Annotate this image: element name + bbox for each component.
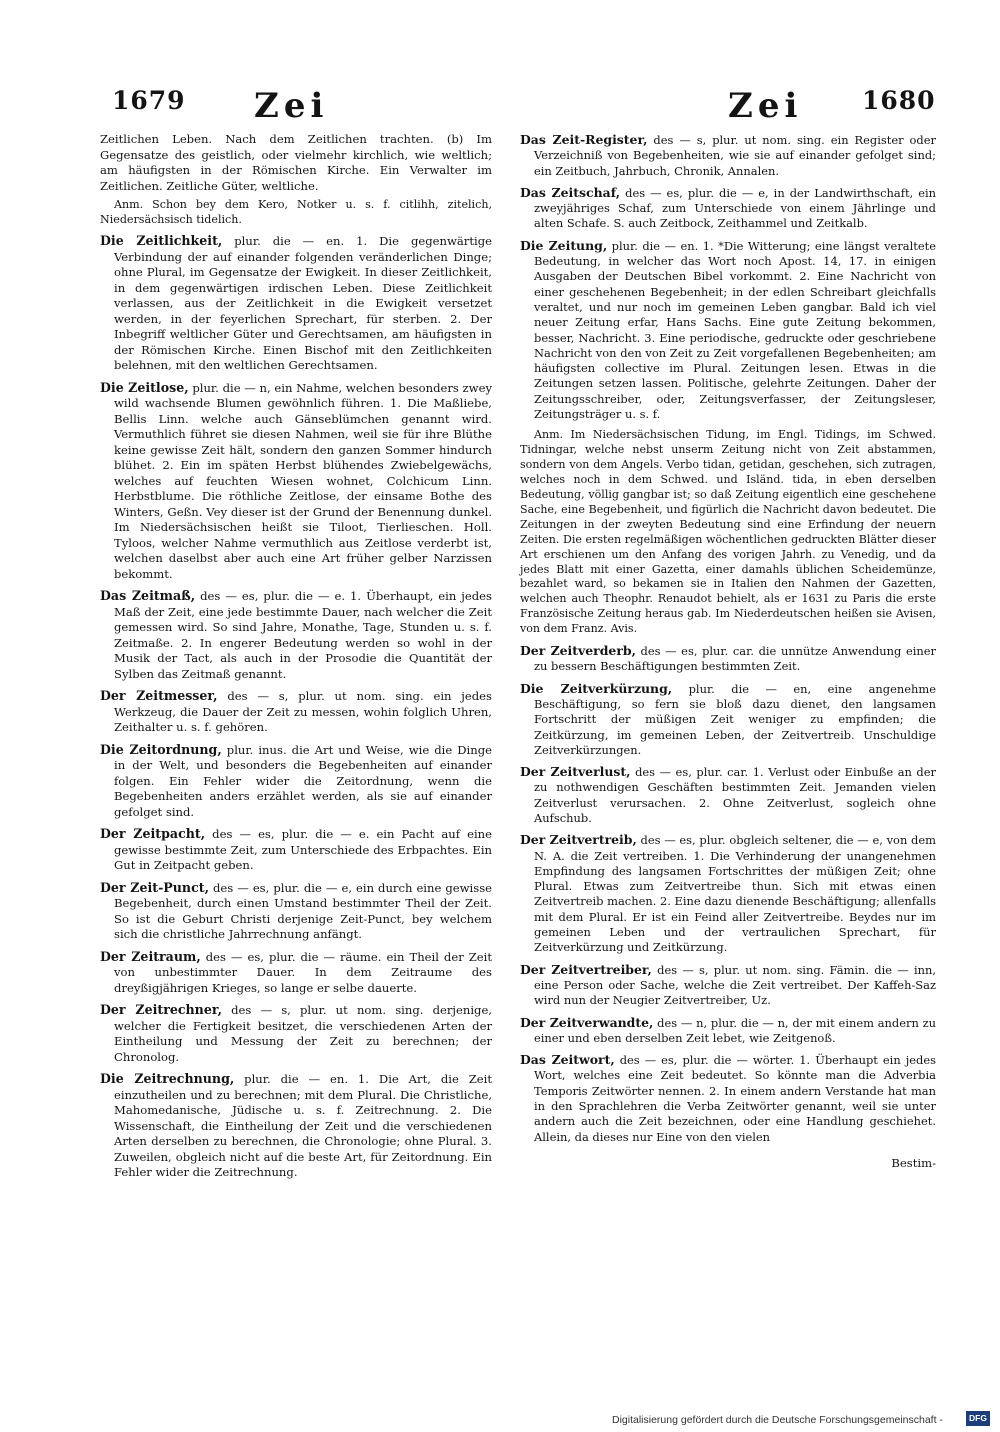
left-running-head: Zei: [254, 86, 329, 126]
right-column: [520, 132, 936, 1151]
dictionary-entry: [520, 962, 936, 1009]
entry-headword: Die Zeitlichkeit,: [100, 233, 223, 248]
entry-headword: Der Zeit-Punct,: [100, 879, 209, 895]
entry-text: des — es, plur. die — e. 1. Überhaupt, ein jedes Maß der Zeit, eine jede bestimmte Dauer, nach welcher die Zeit gemessen wird. So sind Jahre, Monathe, Tage, Stunden u. s. f. Zeitmaße. 2. In engerer Bedeutung werden so wohl in der Musik der Tact, als auch in der Prosodie die Quantität der Sylben das Zeitmaß genannt.: [114, 589, 492, 681]
entry-text: des — s, plur. ut nom. sing. Fämin. die — inn, eine Person oder Sache, welche die Zeit vertreibet. Der Kaffeh-Saz wird nun der Neugier Zeitvertreiber, Uz.: [534, 962, 936, 1008]
dictionary-entry: [100, 588, 492, 682]
entry-headword: Die Zeitordnung,: [100, 741, 222, 757]
dictionary-entry: [100, 132, 492, 194]
right-running-head: Zei: [728, 86, 803, 126]
dfg-logo: DFG: [966, 1411, 990, 1426]
dictionary-entry: [100, 949, 492, 997]
right-page-number: 1680: [862, 86, 936, 115]
left-column: [100, 132, 492, 1187]
dictionary-entry: [520, 764, 936, 826]
entry-text: des — es, plur. car. die unnütze Anwendung einer zu bessern Beschäftigungen bestimmten Zeit.: [534, 644, 936, 674]
entry-text: des — n, plur. die — n, der mit einem andern zu einer und eben derselben Zeit lebet, wie Zeitgenoß.: [534, 1015, 936, 1045]
dictionary-entry: [100, 1002, 492, 1065]
dictionary-entry: [520, 238, 936, 423]
dictionary-entry: [100, 742, 492, 821]
entry-headword: Der Zeitrechner,: [100, 1002, 222, 1017]
dictionary-entry: [100, 688, 492, 736]
entry-text: plur. die — en. 1. Die Art, die Zeit einzutheilen und zu berechnen; mit dem Plural. Die Christliche, Mahomedanische, Jüdische u. s. f. Zeitrechnung. 2. Die Wissenschaft, die Eintheilung der Zeit und die verschiedenen Arten derselben zu berechnen, die Chronologie; ohne Plural. 3. Zuweilen, obgleich nicht auf die beste Art, für Zeitordnung. Ein Fehler wider die Zeitrechnung.: [114, 1072, 492, 1179]
dictionary-entry: [520, 643, 936, 675]
entry-text: des — es, plur. die — wörter. 1. Überhaupt ein jedes Wort, welches eine Zeit bedeutet. So könnte man die Adverbia Temporis Zeitwörter nennen. 2. In einem andern Verstande hat man in den Sprachlehren die Verba Zeitwörter genannt, weil sie unter andern auch die Zeit bezeichnen, oder eine Handlung geschiehet. Allein, da dieses nur Eine von den vielen: [534, 1053, 937, 1144]
entry-text: des — es, plur. die — e. ein Pacht auf eine gewisse bestimmte Zeit, zum Unterschiede des Erbpachtes. Ein Gut in Zeitpacht geben.: [114, 827, 492, 872]
annotation-paragraph: [520, 428, 936, 637]
footer-credit: Digitalisierung gefördert durch die Deutsche Forschungsgemeinschaft -: [612, 1414, 943, 1426]
entry-text: des — s, plur. ut nom. sing. ein Register oder Verzeichniß von Begebenheiten, wie sie auf einander gefolget sind; ein Zeitbuch, Jahrbuch, Chronik, Annalen.: [534, 133, 936, 178]
dictionary-entry: [100, 380, 492, 583]
dictionary-entry: [100, 880, 492, 943]
entry-headword: Die Zeitrechnung,: [100, 1071, 235, 1086]
entry-text: des — es, plur. obgleich seltener, die — e, von dem N. A. die Zeit vertreiben. 1. Die Verhinderung der unangenehmen Empfindung des langsamen Fortschrittes der müßigen Zeit; ohne Plural. Etwas zum Zeitvertreibe thun. Sich mit etwas einen Zeitvertreib machen. 2. Eine dazu dienende Beschäftigung; allenfalls mit dem Plural. Er ist ein Feind aller Zeitvertreibe. Beydes nur im gemeinen Leben und der vertraulichen Sprechart, für Zeitverkürzung und Zeitkürzung.: [534, 833, 936, 955]
entry-text: des — s, plur. ut nom. sing. ein jedes Werkzeug, die Dauer der Zeit zu messen, wohin folglich Uhren, Zeithalter u. s. f. gehören.: [114, 689, 492, 734]
entry-headword: Das Zeit-Register,: [520, 132, 648, 147]
entry-text: Anm. Im Niedersächsischen Tidung, im Engl. Tidings, im Schwed. Tidningar, welche nebst unserm Zeitung nicht von Zeit abstammen, sondern von dem Angels. Verbo tidan, getidan, geschehen, sich zutragen, welches noch in dem Schwed. und Isländ. tida, in eben derselben Bedeutung, völlig gangbar ist; so daß Zeitung eigentlich eine geschehene Sache, eine Begebenheit, und figürlich die Nachricht davon bedeutet. Die Zeitungen in der zweyten Bedeutung sind eine Erfindung der neuern Zeiten. Die ersten regelmäßigen wöchentlichen gedruckten Blätter dieser Art erschienen um den Anfang des vorigen Jahrh. zu Venedig, und da jedes Blatt mit einer Gazetta, einer damahls üblichen Scheidemünze, bezahlet ward, so bekamen sie in Italien den Nahmen der Gazetten, welchen auch Theophr. Renaudot behielt, als er 1631 zu Paris die erste Französische Zeitung heraus gab. Im Niederdeutschen heißen sie Avisen, von dem Franz. Avis.: [520, 428, 936, 636]
dictionary-entry: [520, 1052, 936, 1145]
dictionary-entry: [520, 132, 936, 179]
entry-headword: Das Zeitwort,: [520, 1052, 615, 1068]
entry-headword: Die Zeitung,: [520, 237, 608, 253]
entry-headword: Der Zeitmesser,: [100, 688, 218, 703]
entry-headword: Der Zeitvertreib,: [520, 832, 637, 848]
entry-text: plur. inus. die Art und Weise, wie die Dinge in der Welt, und besonders die Begebenheiten auf einander folgen. Ein Fehler wider die Zeitordnung, wenn die Begebenheiten anders erzählet werden, als sie auf einander gefolget sind.: [114, 742, 492, 819]
left-page-number: 1679: [112, 86, 186, 115]
dictionary-entry: [520, 1015, 936, 1047]
dictionary-entry: [100, 1071, 492, 1181]
entry-text: des — s, plur. ut nom. sing. derjenige, welcher die Fertigkeit besitzet, die verschiedenen Arten der Eintheilung und Messung der Zeit zu berechnen; der Chronolog.: [114, 1003, 492, 1064]
entry-headword: Das Zeitmaß,: [100, 588, 196, 603]
entry-headword: Der Zeitverlust,: [520, 764, 631, 780]
page-header: [0, 86, 1000, 126]
entry-headword: Der Zeitverderb,: [520, 643, 636, 659]
entry-headword: Die Zeitverkürzung,: [520, 680, 673, 696]
entry-headword: Der Zeitvertreiber,: [520, 961, 652, 977]
entry-text: des — es, plur. die — e, ein durch eine gewisse Begebenheit, durch einen Umstand bestimmter Theil der Zeit. So ist die Geburt Christi derjenige Zeit-Punct, bey welchem sich die christliche Jahrrechnung anfängt.: [114, 880, 493, 941]
entry-text: plur. die — en. 1. Die gegenwärtige Verbindung der auf einander folgenden veränderlichen Dinge; ohne Plural, im Gegensatze der Ewigkeit. In dieser Zeitlichkeit, in dem gegenwärtigen irdischen Leben. Diese Zeitlichkeit verlassen, aus der Zeitlichkeit in die Ewigkeit versetzet werden, in der feyerlichen Sprechart, für sterben. 2. Der Inbegriff weltlicher Güter und Gerechtsamen, am häufigsten in der Römischen Kirche. Einen Bischof mit den Zeitlichkeiten belehnen, mit den weltlichen Gerechtsamen.: [114, 234, 493, 372]
entry-text: plur. die — en. 1. *Die Witterung; eine längst veraltete Bedeutung, in welcher das Wort noch Apost. 14, 17. in einigen Ausgaben der Deutschen Bibel vorkommt. 2. Eine Nachricht von einer geschehenen Begebenheit; in der edlen Schreibart gleichfalls veraltet, und nur noch im gemeinen Leben gangbar. Bald ich viel neuer Zeitung erfar, Hans Sachs. Eine gute Zeitung bekommen, besser, Nachricht. 3. Eine periodische, gedruckte oder geschriebene Nachricht von den von Zeit zu Zeit vorgefallenen Begebenheiten; am häufigsten collective im Plural. Zeitungen lesen. Etwas in die Zeitungen setzen lassen. Politische, gelehrte Zeitungen. Daher der Zeitungsschreiber, oder, Zeitungsverfasser, der Zeitungsleser, Zeitungsträger u. s. f.: [534, 238, 936, 422]
catchword: Bestim-: [891, 1156, 936, 1170]
dictionary-entry: [520, 832, 936, 955]
entry-text: plur. die — en, eine angenehme Beschäftigung, so fern sie bloß dazu dienet, den langsamen Fortschritt der müßigen Zeit weniger zu empfinden; die Zeitkürzung, im gemeinen Leben, der Zeitvertreib. Unschuldige Zeitverkürzungen.: [534, 681, 937, 757]
entry-text: des — es, plur. die — e, in der Landwirthschaft, ein zweyjähriges Schaf, zum Unterschiede von einem Jährlinge und alten Schafe. S. auch Zeitbock, Zeithammel und Zeitkalb.: [534, 185, 936, 231]
dictionary-entry: [100, 233, 492, 374]
entry-text: des — es, plur. car. 1. Verlust oder Einbuße an der zu nothwendigen Geschäften bestimmten Zeit. Jemanden vielen Zeitverlust verursachen. 2. Ohne Zeitverlust, sogleich ohne Aufschub.: [534, 765, 936, 825]
entry-headword: Der Zeitraum,: [100, 948, 201, 964]
entry-text: Zeitlichen Leben. Nach dem Zeitlichen trachten. (b) Im Gegensatze des geistlich, oder vielmehr kirchlich, wie weltlich; am häufigsten in der Römischen Kirche. Ein Verwalter im Zeitlichen. Zeitliche Güter, weltliche.: [100, 132, 492, 193]
dictionary-entry: [520, 681, 936, 758]
dictionary-entry: [100, 826, 492, 874]
entry-headword: Der Zeitpacht,: [100, 826, 206, 841]
entry-headword: Das Zeitschaf,: [520, 184, 621, 200]
dictionary-entry: [520, 185, 936, 232]
entry-text: plur. die — n, ein Nahme, welchen besonders zwey wild wachsende Blumen gewöhnlich führen. 1. Die Maßliebe, Bellis Linn. welche auch Gänseblümchen genannt wird. Vermuthlich führet sie diesen Nahmen, weil sie für ihre Blüthe keine gewisse Zeit hält, sondern den ganzen Sommer hindurch blühet. 2. Ein im späten Herbst blühendes Zwiebelgewächs, welches auf feuchten Wiesen wohnet, Colchicum Linn. Herbstblume. Die röthliche Zeitlose, der einsame Bothe des Winters, Geßn. Vey dieser ist der Grund der Benennung dunkel. Im Niedersächsischen heißt sie Tiloot, Tierlieschen. Holl. Tyloos, welcher Nahme vermuthlich aus Zeitlose verderbt ist, welchen daselbst aber auch eine Art früher gelber Narzissen bekommt.: [114, 380, 492, 581]
entry-text: Anm. Schon bey dem Kero, Notker u. s. f. citlihh, zitelich, Niedersächsisch tidelich.: [100, 198, 492, 226]
entry-text: des — es, plur. die — räume. ein Theil der Zeit von unbestimmter Dauer. In dem Zeitraume des dreyßigjährigen Krieges, so lange er selbe dauerte.: [114, 949, 492, 995]
entry-headword: Die Zeitlose,: [100, 379, 189, 395]
annotation-paragraph: [100, 197, 492, 227]
entry-headword: Der Zeitverwandte,: [520, 1014, 654, 1030]
